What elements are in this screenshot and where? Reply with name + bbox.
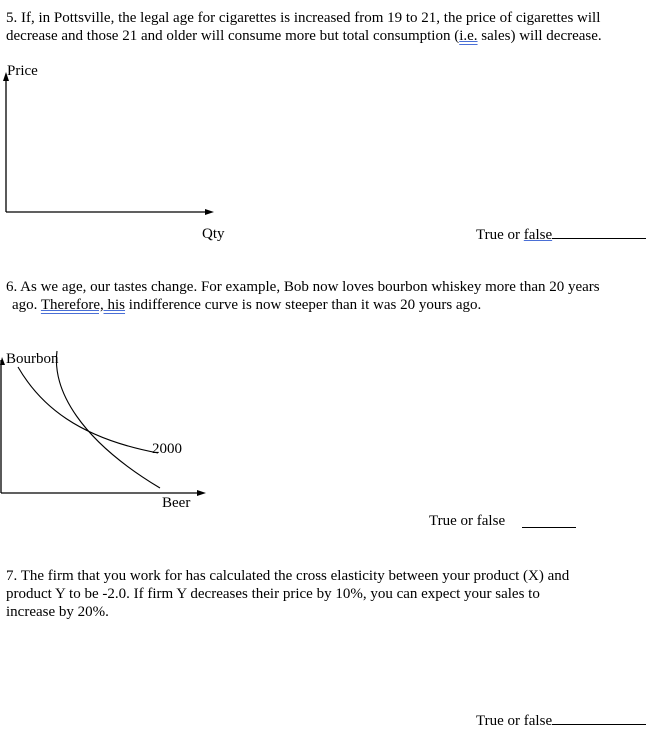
q6-curve-label: 2000 [152, 441, 182, 457]
q6-x-arrow-icon [197, 490, 206, 496]
q6-curve-2000 [18, 367, 158, 453]
q7-line-2: product Y to be -2.0. If firm Y decreases their price by 10%, you can expect your sales to [6, 586, 540, 602]
q5-x-label: Qty [202, 226, 225, 242]
q6-line-2-prefix: ago. [12, 297, 41, 313]
q7-answer [476, 710, 646, 730]
q6-answer-text: True or false [429, 513, 506, 529]
q7-answer-text: True or false [476, 713, 553, 729]
q6-line-1: 6. As we age, our tastes change. For example, Bob now loves bourbon whiskey more than 20 years [6, 279, 600, 295]
q6-answer-blank-wrap [522, 513, 576, 533]
q5-line-2-suffix: sales) will decrease. [477, 28, 602, 44]
q7-line-1: 7. The firm that you work for has calculated the cross elasticity between your product (X) and [6, 568, 570, 584]
q6-therefore-link: Therefore, his [40, 297, 126, 313]
q5-answer-prefix: True or [476, 227, 524, 243]
q6-answer [429, 512, 505, 530]
q6-y-label: Bourbon [6, 351, 59, 367]
q6-line-2-suffix: indifference curve is now steeper than it was 20 yours ago. [125, 297, 482, 313]
q5-ie-link: i.e. [459, 28, 478, 44]
q5-answer-word: false [523, 227, 553, 243]
q7-line-3: increase by 20%. [6, 604, 109, 620]
q6-answer-blank[interactable] [522, 513, 576, 528]
q7-answer-blank[interactable] [552, 710, 646, 725]
q5-y-label: Price [7, 63, 38, 79]
q5-line-2-prefix: decrease and those 21 and older will consume more but total consumption ( [6, 28, 460, 44]
q5-line-1: 5. If, in Pottsville, the legal age for cigarettes is increased from 19 to 21, the price of cigarettes will [6, 10, 601, 26]
q6-curve-now [56, 351, 160, 488]
q6-x-label: Beer [162, 495, 191, 511]
